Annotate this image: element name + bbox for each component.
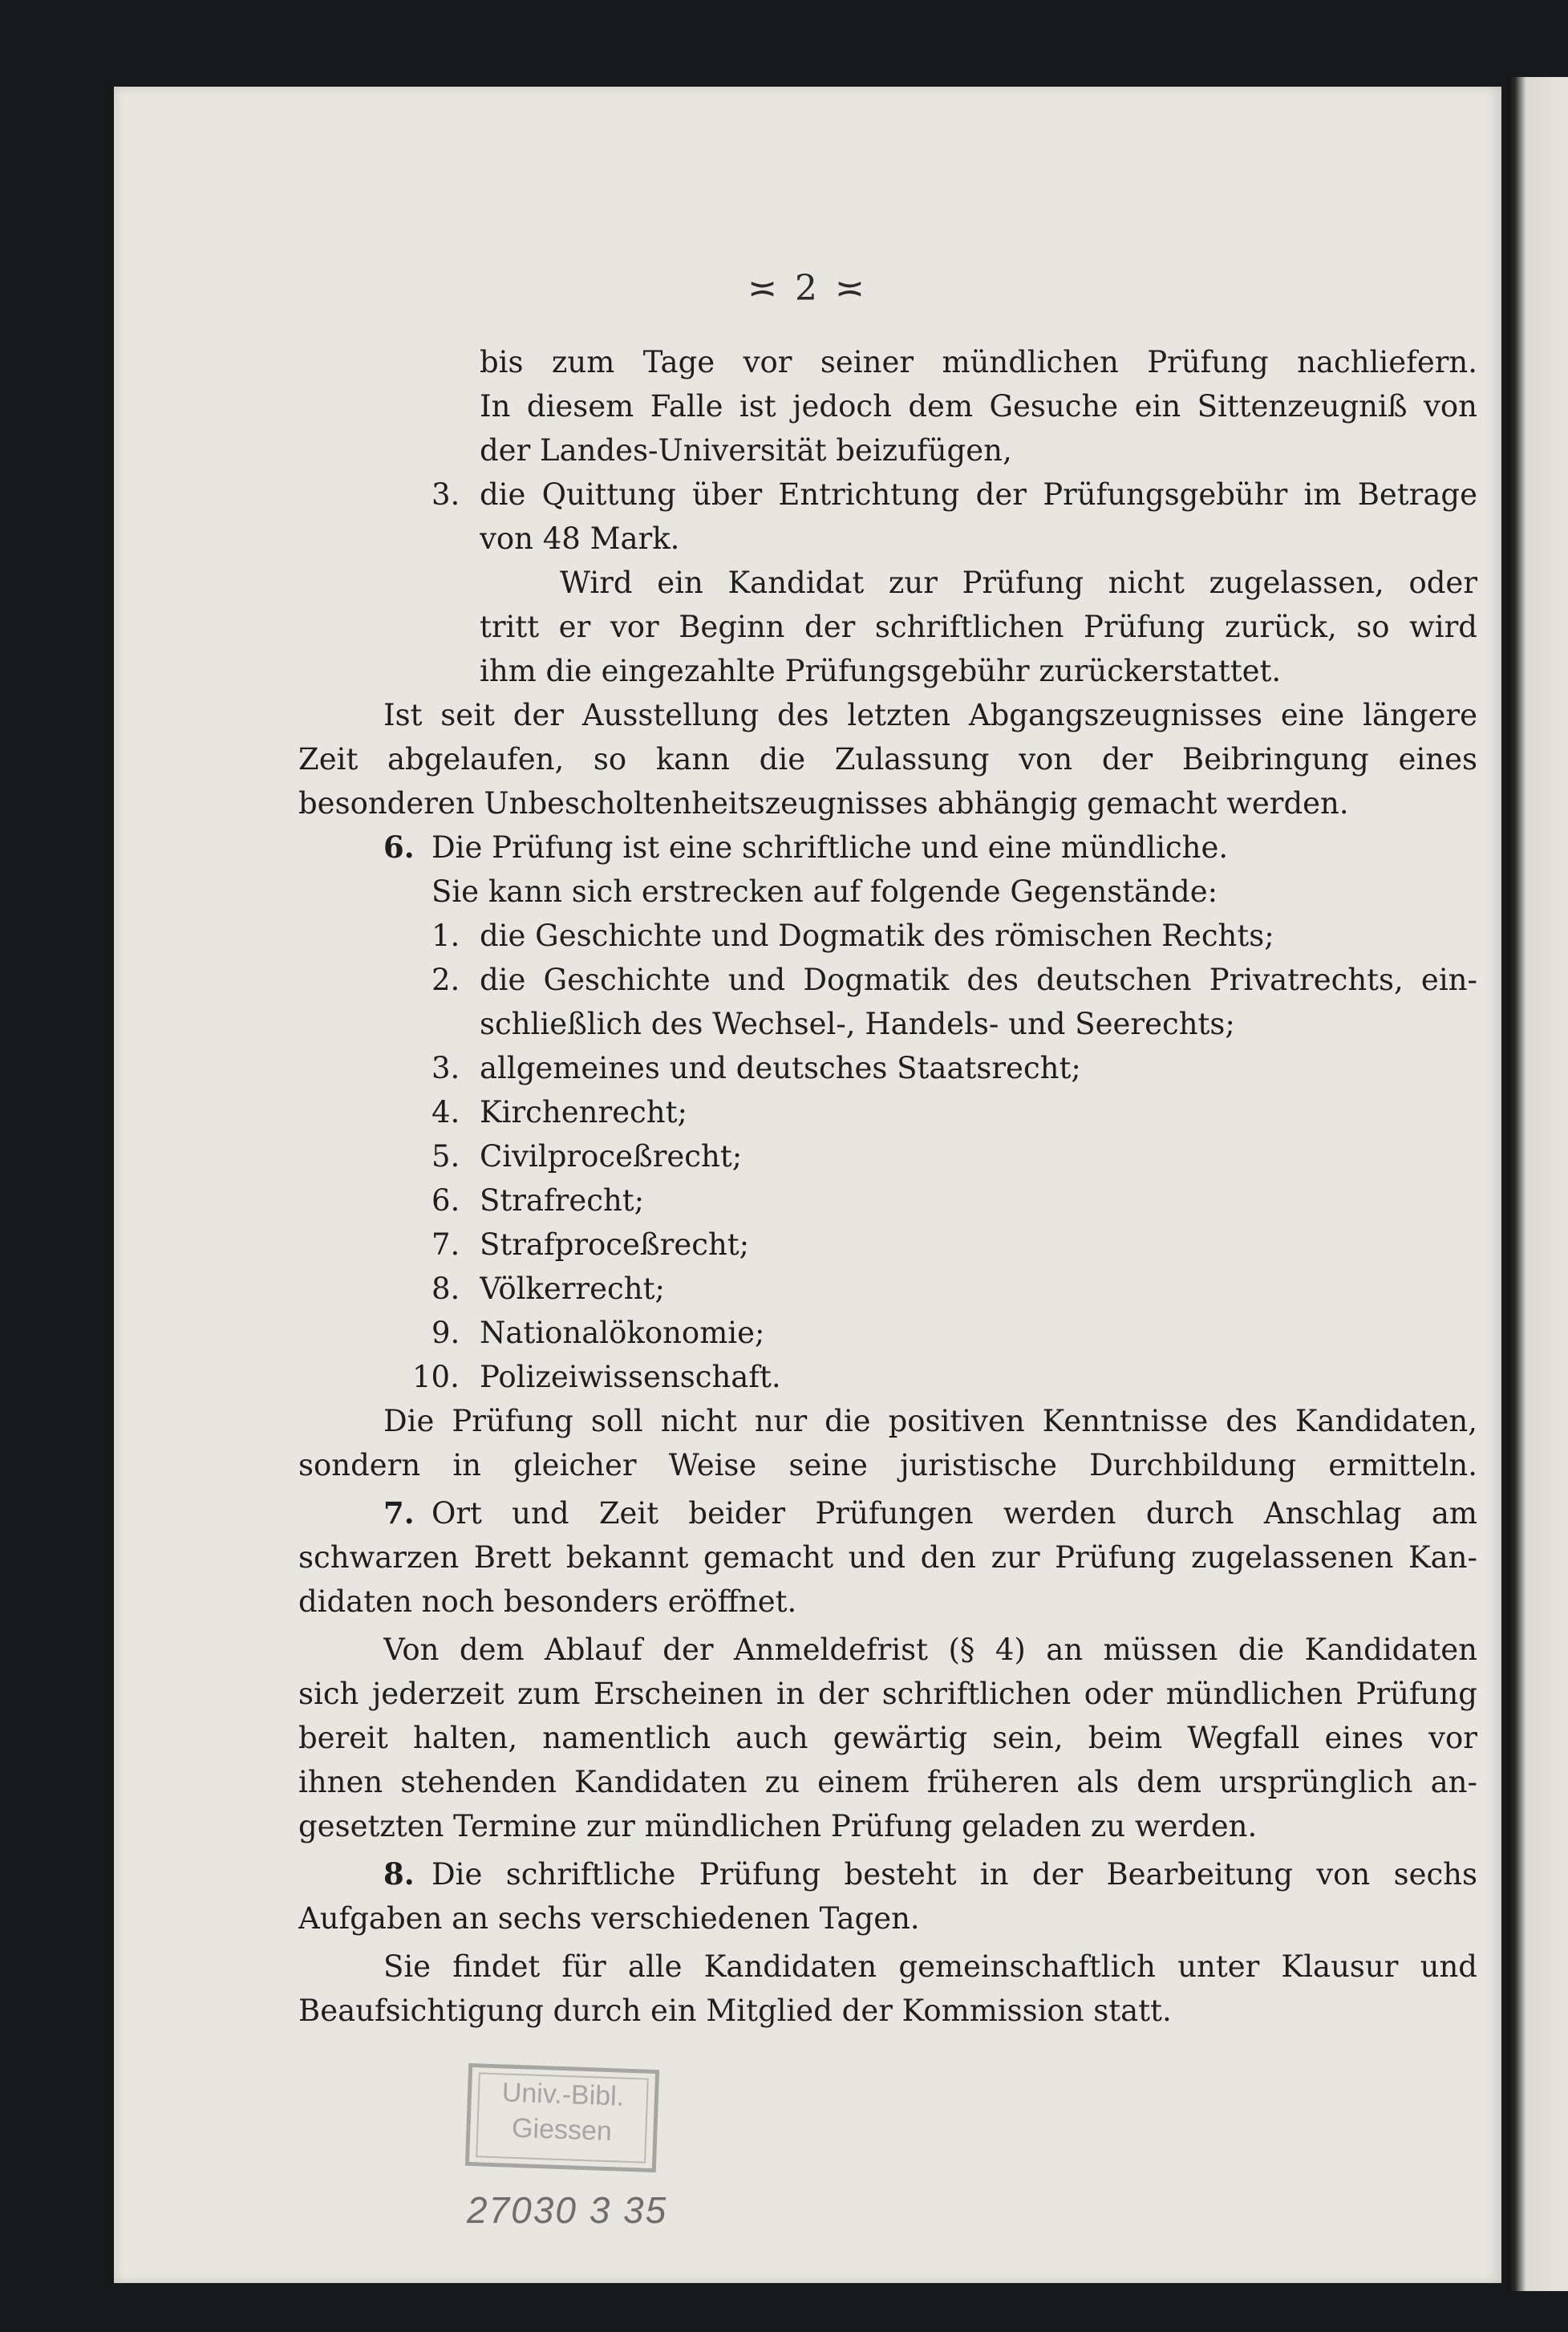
text-line: Die schriftliche Prüfung besteht in der Bearbeitung von sechs	[432, 1857, 1477, 1892]
body-text	[114, 87, 1501, 2283]
text-line: sich jederzeit zum Erscheinen in der schriftlichen oder mündlichen Prüfung	[298, 1677, 1477, 1711]
text-line: tritt er vor Beginn der schriftlichen Prüfung zurück, so wird	[480, 610, 1477, 644]
text-line: Nationalökonomie;	[480, 1316, 765, 1350]
text-line: gesetzten Termine zur mündlichen Prüfung geladen zu werden.	[298, 1809, 1258, 1843]
text-line: ihnen stehenden Kandidaten zu einem früheren als dem ursprünglich an-	[298, 1765, 1477, 1799]
text-line: allgemeines und deutsches Staatsrecht;	[480, 1051, 1081, 1085]
text-line: bis zum Tage vor seiner mündlichen Prüfung nachliefern.	[480, 345, 1477, 379]
section-number: 6.	[383, 829, 415, 865]
text-line: Polizeiwissenschaft.	[480, 1360, 781, 1394]
adjacent-page-edge	[1508, 77, 1568, 2291]
list-number: 8.	[432, 1271, 460, 1306]
text-line: Die Prüfung soll nicht nur die positiven Kenntnisse des Kandidaten,	[383, 1404, 1477, 1438]
text-line: schwarzen Brett bekannt gemacht und den zur Prüfung zugelassenen Kan-	[298, 1540, 1477, 1575]
text-line: die Quittung über Entrichtung der Prüfungsgebühr im Betrage	[480, 477, 1477, 512]
text-line: schließlich des Wechsel-, Handels- und Seerechts;	[480, 1007, 1235, 1041]
text-line: Strafproceßrecht;	[480, 1227, 750, 1262]
list-number: 3.	[432, 477, 460, 512]
text-line: ihm die eingezahlte Prüfungsgebühr zurückerstattet.	[480, 654, 1282, 688]
text-line: Beaufsichtigung durch ein Mitglied der Kommission statt.	[298, 1993, 1172, 2028]
list-number: 3.	[432, 1051, 460, 1085]
list-number: 2.	[432, 963, 460, 997]
text-line: Wird ein Kandidat zur Prüfung nicht zugelassen, oder	[560, 566, 1477, 600]
text-line: bereit halten, namentlich auch gewärtig sein, beim Wegfall eines vor	[298, 1721, 1477, 1755]
document-page	[114, 87, 1501, 2283]
text-line: besonderen Unbescholtenheitszeugnisses abhängig gemacht werden.	[298, 786, 1349, 821]
stamp-line-2: Giessen	[511, 2112, 613, 2147]
text-line: von 48 Mark.	[480, 521, 680, 556]
stamp-line-1: Univ.-Bibl.	[501, 2077, 625, 2112]
text-line: Kirchenrecht;	[480, 1095, 687, 1129]
section-number: 8.	[383, 1856, 415, 1892]
list-number: 10.	[412, 1360, 460, 1394]
text-line: Civilproceßrecht;	[480, 1139, 743, 1174]
text-line: Die Prüfung ist eine schriftliche und eine mündliche.	[432, 830, 1229, 865]
list-number: 4.	[432, 1095, 460, 1129]
text-line: Ist seit der Ausstellung des letzten Abgangszeugnisses eine längere	[383, 698, 1477, 732]
text-line: der Landes-Universität beizufügen,	[480, 433, 1012, 468]
page-number: ≍ 2 ≍	[748, 268, 868, 309]
text-line: Völkerrecht;	[480, 1271, 665, 1306]
library-stamp	[465, 2063, 659, 2172]
text-line: In diesem Falle ist jedoch dem Gesuche ein Sittenzeugniß von	[480, 389, 1477, 424]
text-line: Sie kann sich erstrecken auf folgende Gegenstände:	[432, 874, 1218, 909]
text-line: sondern in gleicher Weise seine juristische Durchbildung ermitteln.	[298, 1448, 1477, 1482]
text-line: Sie findet für alle Kandidaten gemeinschaftlich unter Klausur und	[383, 1949, 1477, 1984]
text-line: Zeit abgelaufen, so kann die Zulassung von der Beibringung eines	[298, 742, 1477, 777]
list-number: 7.	[432, 1227, 460, 1262]
handwritten-shelfmark: 27030 3 35	[467, 2189, 668, 2231]
list-number: 1.	[432, 919, 460, 953]
text-line: Aufgaben an sechs verschiedenen Tagen.	[298, 1901, 920, 1936]
text-line: Von dem Ablauf der Anmeldefrist (§ 4) an müssen die Kandidaten	[383, 1632, 1477, 1667]
section-number: 7.	[383, 1495, 415, 1531]
list-number: 9.	[432, 1316, 460, 1350]
text-line: Ort und Zeit beider Prüfungen werden durch Anschlag am	[432, 1496, 1477, 1531]
text-line: Strafrecht;	[480, 1183, 645, 1218]
list-number: 5.	[432, 1139, 460, 1174]
text-line: didaten noch besonders eröffnet.	[298, 1584, 797, 1619]
list-number: 6.	[432, 1183, 460, 1218]
text-line: die Geschichte und Dogmatik des deutschen Privatrechts, ein-	[480, 963, 1477, 997]
text-line: die Geschichte und Dogmatik des römischen Rechts;	[480, 919, 1274, 953]
